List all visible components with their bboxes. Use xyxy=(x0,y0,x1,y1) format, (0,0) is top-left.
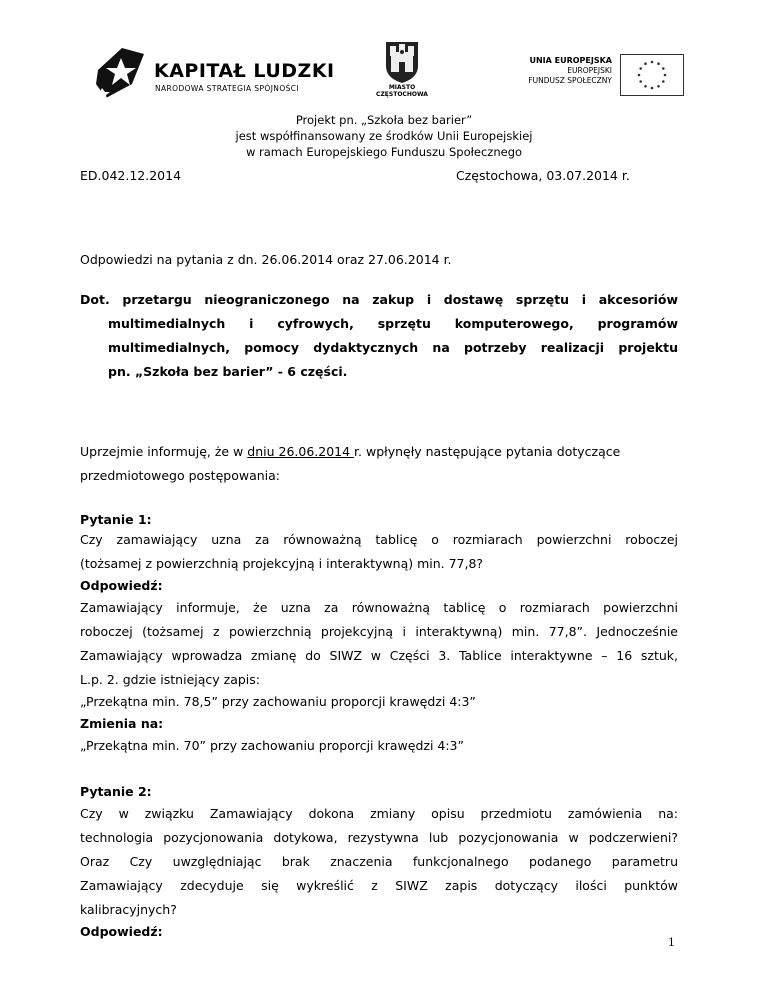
city-name-line2: CZĘSTOCHOWA xyxy=(376,91,428,98)
question2-label: Pytanie 2: xyxy=(80,784,152,799)
czestochowa-logo xyxy=(374,38,430,108)
answer1-line6: „Przekątna min. 70” przy zachowaniu proporcji krawędzi 4:3” xyxy=(80,738,464,753)
question2-line1: Czy w związku Zamawiający dokona zmiany opisu przedmiotu zamówienia na: xyxy=(80,806,678,821)
eu-text xyxy=(528,56,612,86)
answer1-line5: „Przekątna min. 78,5” przy zachowaniu proporcji krawędzi 4:3” xyxy=(80,694,476,709)
eu-line2: EUROPEJSKI xyxy=(567,66,612,75)
project-line3: w ramach Europejskiego Funduszu Społecznego xyxy=(245,145,523,159)
city-crest-icon xyxy=(382,38,422,84)
subject-line3: multimedialnych, pomocy dydaktycznych na potrzeby realizacji projektu xyxy=(108,340,678,355)
question1-line1: Czy zamawiający uzna za równoważną tablicę o rozmiarach powierzchni roboczej xyxy=(80,532,678,547)
answers-heading: Odpowiedzi na pytania z dn. 26.06.2014 oraz 27.06.2014 r. xyxy=(80,252,452,267)
subject-line1: Dot. przetargu nieograniczonego na zakup i dostawę sprzętu i akcesoriów xyxy=(80,292,678,307)
project-line2: jest współfinansowany ze środków Unii Europejskiej xyxy=(235,129,533,143)
place-date: Częstochowa, 03.07.2014 r. xyxy=(456,168,630,183)
question1-line2: (tożsamej z powierzchnią projekcyjną i interaktywną) min. 77,8? xyxy=(80,556,484,571)
eu-line3: FUNDUSZ SPOŁECZNY xyxy=(528,76,612,85)
eu-line1: UNIA EUROPEJSKA xyxy=(529,56,612,65)
change-label: Zmienia na: xyxy=(80,716,164,731)
kapital-ludzki-title: KAPITAŁ LUDZKI xyxy=(154,60,335,82)
question2-line3: Oraz Czy uwzględniając brak znaczenia funkcjonalnego podanego parametru xyxy=(80,854,678,869)
question2-line5: kalibracyjnych? xyxy=(80,902,177,917)
question2-line4: Zamawiający zdecyduje się wykreślić z SIWZ zapis dotyczący ilości punktów xyxy=(80,878,678,893)
intro-line1 xyxy=(80,444,678,459)
subject-line2: multimedialnych i cyfrowych, sprzętu komputerowego, programów xyxy=(108,316,678,331)
answer1-line4: L.p. 2. gdzie istniejący zapis: xyxy=(80,672,260,687)
eu-logo xyxy=(494,54,684,96)
kapital-ludzki-logo xyxy=(92,44,335,104)
question1-label: Pytanie 1: xyxy=(80,512,152,527)
answer1-label: Odpowiedź: xyxy=(80,578,163,593)
reference-number: ED.042.12.2014 xyxy=(80,168,182,183)
answer1-line1: Zamawiający informuje, że uzna za równoważną tablicę o rozmiarach powierzchni xyxy=(80,600,678,615)
answer2-label: Odpowiedź: xyxy=(80,924,163,939)
eu-flag-icon xyxy=(620,54,684,96)
project-line1: Projekt pn. „Szkoła bez barier” xyxy=(295,113,473,127)
kapital-ludzki-subtitle: NARODOWA STRATEGIA SPÓJNOŚCI xyxy=(155,84,300,93)
answer1-line3: Zamawiający wprowadza zmianę do SIWZ w Części 3. Tablice interaktywne – 16 sztuk, xyxy=(80,648,678,663)
subject-line4: pn. „Szkoła bez barier” - 6 części. xyxy=(108,364,348,379)
city-name-line1: MIASTO xyxy=(388,84,416,91)
intro-date: dniu 26.06.2014 xyxy=(247,444,355,459)
intro-line2: przedmiotowego postępowania: xyxy=(80,468,280,483)
intro-pre: Uprzejmie informuję, że w dniu 26.06.2014 r. wpłynęły następujące pytania dotyczące xyxy=(80,444,621,459)
answer1-line2: roboczej (tożsamej z powierzchnią projekcyjną i interaktywną) min. 77,8”. Jednocześnie xyxy=(80,624,678,639)
kapital-ludzki-star-icon xyxy=(92,44,150,102)
question2-line2: technologia pozycjonowania dotykowa, rezystywna lub pozycjonowania w podczerwieni? xyxy=(80,830,678,845)
page-number: 1 xyxy=(668,936,675,949)
